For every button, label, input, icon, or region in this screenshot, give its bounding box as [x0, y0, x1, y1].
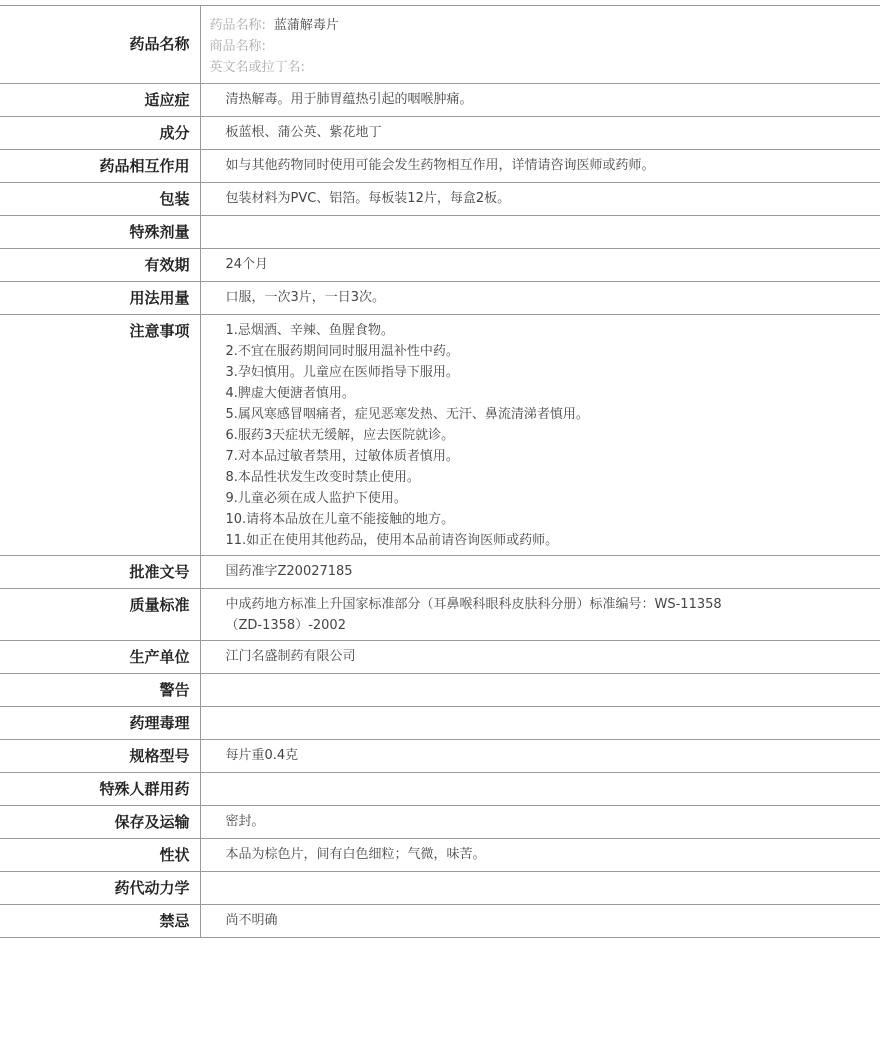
trade-name-key: 商品名称: — [209, 39, 266, 54]
row-label: 包装 — [0, 183, 200, 216]
row-value: 如与其他药物同时使用可能会发生药物相互作用，详情请咨询医师或药师。 — [200, 150, 880, 183]
row-value — [200, 707, 880, 740]
row-value — [200, 216, 880, 249]
trade-name-line — [210, 36, 880, 57]
precaution-item: 3.孕妇慎用。儿童应在医师指导下服用。 — [225, 365, 459, 380]
precaution-item: 5.属风寒感冒咽痛者，症见恶寒发热、无汗、鼻流清涕者慎用。 — [225, 407, 589, 422]
row-interactions — [0, 150, 880, 183]
precaution-item: 9.儿童必须在成人监护下使用。 — [225, 491, 407, 506]
latin-name-line — [210, 57, 880, 78]
row-label: 药品相互作用 — [0, 150, 200, 183]
row-value: 尚不明确 — [200, 905, 880, 938]
row-specification — [0, 740, 880, 773]
precaution-item: 2.不宜在服药期间同时服用温补性中药。 — [225, 344, 459, 359]
precaution-item: 11.如正在使用其他药品，使用本品前请咨询医师或药师。 — [225, 533, 559, 548]
row-quality-standard — [0, 589, 880, 641]
row-value — [200, 674, 880, 707]
row-special-dosage — [0, 216, 880, 249]
row-pharmacokinetics — [0, 872, 880, 905]
quality-line: 中成药地方标准上升国家标准部分（耳鼻喉科眼科皮肤科分册）标准编号：WS-11358 — [225, 597, 722, 612]
row-label: 质量标准 — [0, 589, 200, 641]
row-packaging — [0, 183, 880, 216]
row-label: 有效期 — [0, 249, 200, 282]
precaution-item: 10.请将本品放在儿童不能接触的地方。 — [225, 512, 455, 527]
quality-line: （ZD-1358）-2002 — [225, 618, 346, 633]
precaution-item: 6.服药3天症状无缓解，应去医院就诊。 — [225, 428, 455, 443]
row-label: 注意事项 — [0, 315, 200, 556]
row-label: 适应症 — [0, 84, 200, 117]
row-shelf-life — [0, 249, 880, 282]
row-value: 板蓝根、蒲公英、紫花地丁 — [200, 117, 880, 150]
row-label: 禁忌 — [0, 905, 200, 938]
row-storage — [0, 806, 880, 839]
row-drug-name — [0, 6, 880, 84]
row-warning — [0, 674, 880, 707]
row-value: 口服，一次3片，一日3次。 — [200, 282, 880, 315]
row-value: 江门名盛制药有限公司 — [200, 641, 880, 674]
approval-number: 国药准字Z20027185 — [200, 556, 880, 589]
precaution-item: 1.忌烟酒、辛辣、鱼腥食物。 — [225, 323, 394, 338]
row-label: 性状 — [0, 839, 200, 872]
precaution-item: 7.对本品过敏者禁用，过敏体质者慎用。 — [225, 449, 459, 464]
row-manufacturer — [0, 641, 880, 674]
row-precautions — [0, 315, 880, 556]
row-description — [0, 839, 880, 872]
drug-spec-sheet — [0, 5, 880, 938]
row-value: 包装材料为PVC、铝箔。每板装12片，每盒2板。 — [200, 183, 880, 216]
precaution-item: 4.脾虚大便溏者慎用。 — [225, 386, 355, 401]
precaution-item: 8.本品性状发生改变时禁止使用。 — [225, 470, 420, 485]
generic-name-value: 蓝蒲解毒片 — [273, 18, 339, 33]
generic-name-key: 药品名称: — [209, 18, 266, 33]
row-label: 生产单位 — [0, 641, 200, 674]
row-label: 保存及运输 — [0, 806, 200, 839]
generic-name-line — [210, 15, 880, 36]
row-label: 批准文号 — [0, 556, 200, 589]
row-value: 本品为棕色片，间有白色细粒；气微，味苦。 — [200, 839, 880, 872]
row-label: 特殊剂量 — [0, 216, 200, 249]
quality-standard-value — [200, 589, 880, 641]
row-label: 成分 — [0, 117, 200, 150]
row-value: 每片重0.4克 — [200, 740, 880, 773]
row-value: 密封。 — [200, 806, 880, 839]
row-ingredients — [0, 117, 880, 150]
row-contraindications — [0, 905, 880, 938]
row-label: 药代动力学 — [0, 872, 200, 905]
latin-name-key: 英文名或拉丁名: — [209, 60, 305, 75]
row-label: 用法用量 — [0, 282, 200, 315]
row-value — [200, 773, 880, 806]
row-value: 清热解毒。用于肺胃蕴热引起的咽喉肿痛。 — [200, 84, 880, 117]
row-indication — [0, 84, 880, 117]
row-approval — [0, 556, 880, 589]
drug-name-cell — [200, 6, 880, 84]
row-label: 规格型号 — [0, 740, 200, 773]
row-label: 药品名称 — [0, 6, 200, 84]
row-label: 药理毒理 — [0, 707, 200, 740]
row-label: 警告 — [0, 674, 200, 707]
row-value — [200, 872, 880, 905]
drug-spec-table — [0, 5, 880, 938]
precautions-list — [200, 315, 880, 556]
row-value: 24个月 — [200, 249, 880, 282]
row-usage — [0, 282, 880, 315]
row-label: 特殊人群用药 — [0, 773, 200, 806]
row-special-population — [0, 773, 880, 806]
row-pharmacology — [0, 707, 880, 740]
